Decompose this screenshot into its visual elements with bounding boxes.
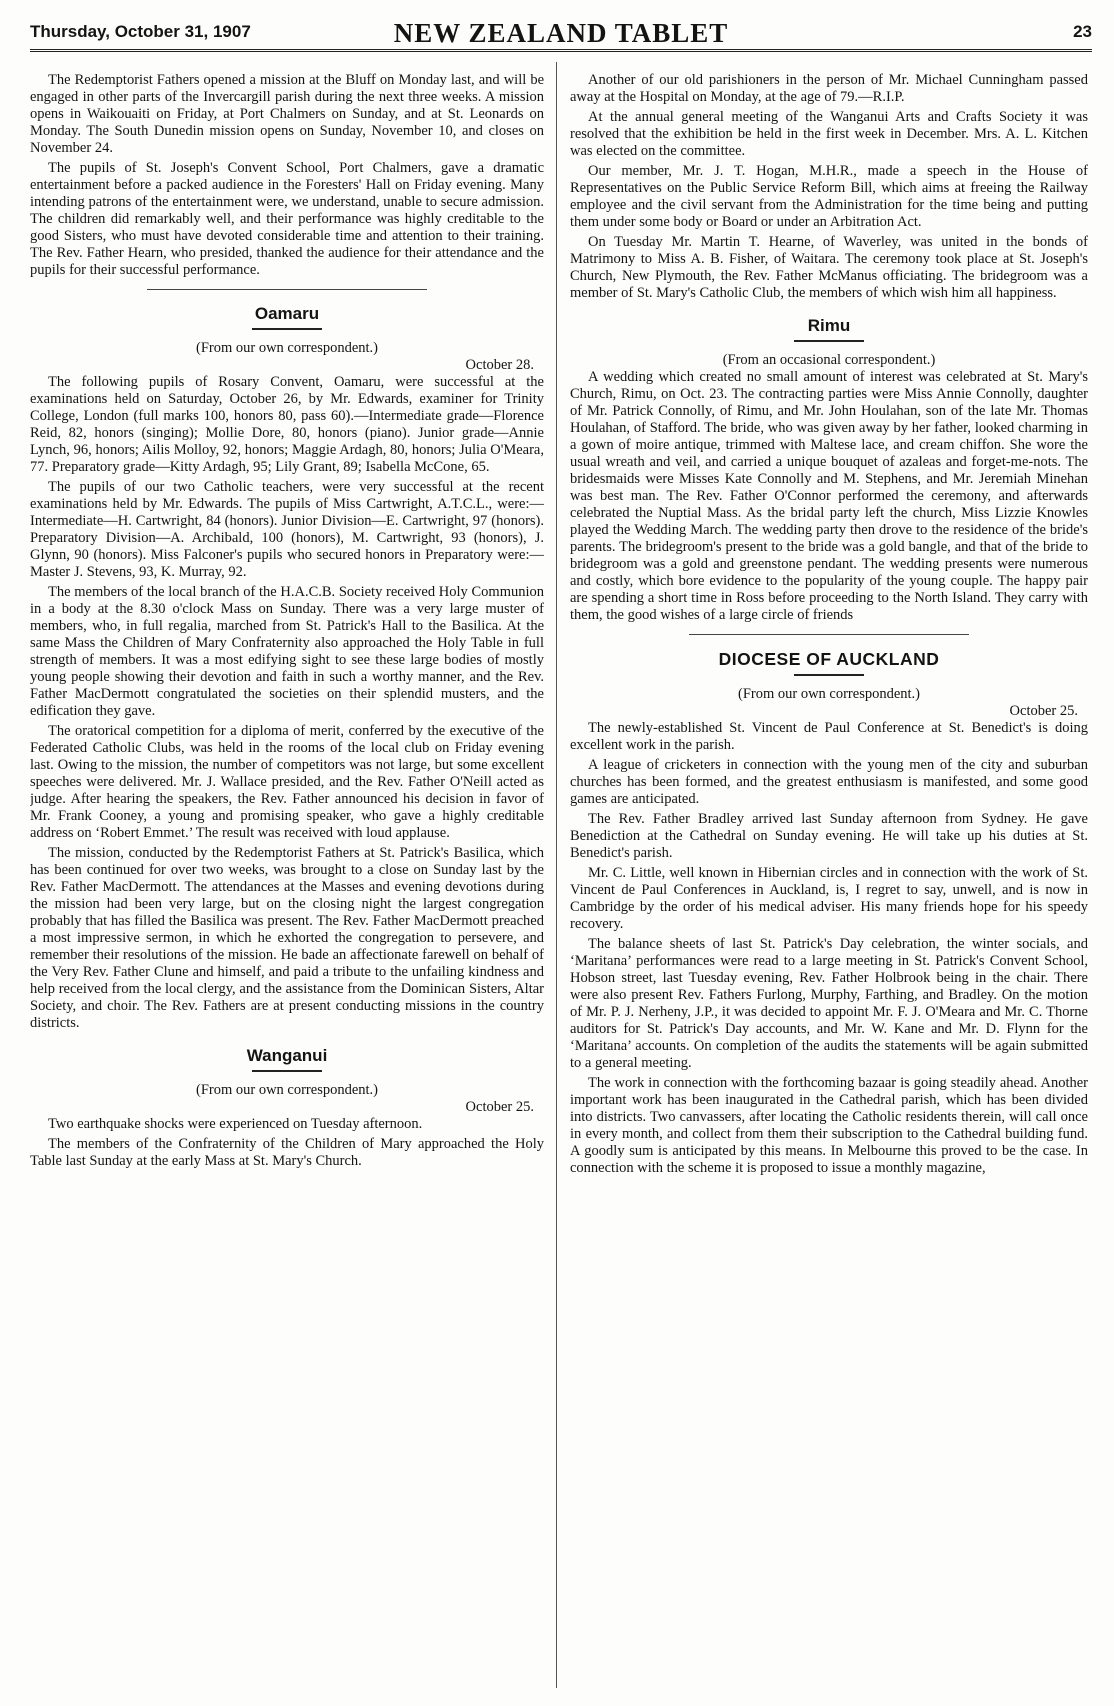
article-paragraph: A league of cricketers in connection with the young men of the city and suburban churches has been formed, and the greatest enthusiasm is manifested, and some good games are anticipated. [570, 757, 1088, 807]
section-title-wanganui: Wanganui [246, 1046, 328, 1065]
section-title-diocese-of-auckland: DIOCESE OF AUCKLAND [718, 649, 940, 669]
article-paragraph: The following pupils of Rosary Convent, Oamaru, were successful at the examinations held on Saturday, October 26, by Mr. Edwards, examiner for Trinity College, London (full marks 100, honors 80, pass 60).—Intermediate grade—Florence Reid, 82, honors (singing); Mollie Dore, 80, honors (piano). Junior grade—Annie Lynch, 96, honors; Ailis Molloy, 92, honors; Maggie Ardagh, 80, honors; Julia O'Meara, 77. Preparatory grade—Kitty Ardagh, 95; Lily Grant, 89; Isabella McCone, 65. [30, 374, 544, 475]
article-paragraph: Mr. C. Little, well known in Hibernian circles and in connection with the work of St. Vincent de Paul Conferences in Auckland, is, I regret to say, unwell, and is now in Cambridge by the order of his medical adviser. His many friends hope for his speedy recovery. [570, 865, 1088, 932]
left-column [30, 72, 544, 1696]
title-rule [252, 1070, 322, 1072]
article-paragraph: Our member, Mr. J. T. Hogan, M.H.R., made a speech in the House of Representatives on the Public Service Reform Bill, which aims at freeing the Railway employee and the civil servant from the Administration for the time being and putting them under some body or Board or under an Arbitration Act. [570, 163, 1088, 230]
article-paragraph: The work in connection with the forthcoming bazaar is going steadily ahead. Another important work has been inaugurated in the Cathedral parish, which has been divided into districts. Two canvassers, after locating the Catholic residents therein, will call once in every month, and collect from them their subscription to the Cathedral building fund. A goodly sum is anticipated by this means. In Melbourne this proved to be the case. In connection with the scheme it is proposed to issue a monthly magazine, [570, 1075, 1088, 1176]
correspondent-byline: (From our own correspondent.) [195, 1082, 378, 1098]
newspaper-title: NEW ZEALAND TABLET [393, 18, 729, 48]
dateline: October 25. [1009, 703, 1078, 719]
article-paragraph: Two earthquake shocks were experienced on Tuesday afternoon. [48, 1116, 423, 1132]
column-divider [556, 62, 557, 1688]
title-rule [252, 328, 322, 330]
title-rule [794, 674, 864, 676]
article-paragraph: The newly-established St. Vincent de Paul Conference at St. Benedict's is doing excellent work in the parish. [570, 720, 1088, 753]
article-paragraph: The balance sheets of last St. Patrick's Day celebration, the winter socials, and ‘Maritana’ performances were read to a large meeting in St. Patrick's Convent School, Hobson street, last Tuesday evening, Rev. Father Holbrook being in the chair. There were also present Rev. Fathers Furlong, Murphy, Farthing, and Bradley. On the motion of Mr. P. J. Nerheny, J.P., it was decided to appoint Mr. F. J. O'Meara and Mr. C. Thorne auditors for St. Patrick's Day accounts, and Mr. W. Kane and Mr. D. Flynn for the ‘Maritana’ accounts. On completion of the audits the statements will be again submitted to a general meeting. [570, 936, 1088, 1071]
article-paragraph: Another of our old parishioners in the person of Mr. Michael Cunningham passed away at the Hospital on Monday, at the age of 79.—R.I.P. [570, 72, 1088, 105]
article-paragraph: The pupils of our two Catholic teachers, were very successful at the recent examinations held by Mr. Edwards. The pupils of Miss Cartwright, A.T.C.L., were:—Intermediate—H. Cartwright, 84 (honors). Junior Division—E. Cartwright, 97 (honors). Preparatory Division—A. Archibald, 100 (honors), M. Cartwright, 93 (honors), J. Glynn, 90 (honors). Miss Falconer's pupils who secured honors in Preparatory were:—Master J. Stevens, 93, K. Murray, 92. [30, 479, 544, 580]
article-paragraph: At the annual general meeting of the Wanganui Arts and Crafts Society it was resolved that the exhibition be held in the first week in December. Mrs. A. L. Kitchen was elected on the committee. [570, 109, 1088, 159]
issue-date: Thursday, October 31, 1907 [30, 22, 251, 41]
article-paragraph: The members of the local branch of the H.A.C.B. Society received Holy Communion in a body at the 8.30 o'clock Mass on Sunday. There was a very large muster of members, who, in full regalia, marched from St. Patrick's Hall to the Basilica. At the same Mass the Children of Mary Confraternity also approached the Holy Table in full strength of members. It was a most edifying sight to see these large bodies of mostly young people showing their devotion and faith in such a worthy manner, and the Rev. Father MacDermott congratulated the societies on their splendid musters, and the edification they gave. [30, 584, 544, 719]
article-paragraph: The Redemptorist Fathers opened a mission at the Bluff on Monday last, and will be engaged in other parts of the Invercargill parish during the next three weeks. A mission opens in Waikouaiti on Friday, at Port Chalmers on Sunday, and at St. Leonards on Monday. The South Dunedin mission opens on Sunday, November 10, and closes on November 24. [30, 72, 544, 156]
article-paragraph: A wedding which created no small amount of interest was celebrated at St. Mary's Church, Rimu, on Oct. 23. The contracting parties were Miss Annie Connolly, daughter of Mr. Patrick Connolly, of Rimu, and Mr. John Houlahan, son of the late Mr. Thomas Houlahan, of Stafford. The bride, who was given away by her father, looked charming in a gown of moire antique, trimmed with Maltese lace, and cream chiffon. She wore the usual wreath and veil, and carried a unique bouquet of azaleas and forget-me-nots. The bridesmaids were Misses Kate Connolly and M. Stephens, and Mr. Jeremiah Minehan was best man. The Rev. Father O'Connor performed the ceremony, and afterwards celebrated the Nuptial Mass. As the bridal party left the church, Miss Lizzie Knowles played the Wedding March. The wedding party then drove to the residence of the bride's parents. The bridegroom's present to the bride was a gold bangle, and that of the bride to bridegroom was a gold and greenstone pendant. The wedding presents were numerous and costly, which bore evidence to the popularity of the young couple. The happy pair are spending a short time in Ross before proceeding to the North Island. They carry with them, the good wishes of a large circle of friends [570, 369, 1088, 623]
section-divider [147, 289, 427, 290]
article-paragraph: The mission, conducted by the Redemptorist Fathers at St. Patrick's Basilica, which has been continued for over two weeks, was brought to a close on Sunday last by the Rev. Father MacDermott. The attendances at the Masses and evening devotions during the mission had been very large, but on the closing night the largest congregation probably that has filled the Basilica was present. The Rev. Father MacDermott preached a most impressive sermon, in which he exhorted the congregation to persevere, and remember their resolutions of the mission. He bade an affectionate farewell on behalf of the Very Rev. Father Clune and himself, and paid a tribute to the unfailing kindness and help received from the local clergy, and the assistance from the Dominican Sisters, Altar Society, and choir. The Rev. Fathers are at present conducting missions in the country districts. [30, 845, 544, 1031]
article-paragraph: The members of the Confraternity of the Children of Mary approached the Holy Table last Sunday at the early Mass at St. Mary's Church. [30, 1136, 544, 1169]
title-rule [794, 340, 864, 342]
article-paragraph: On Tuesday Mr. Martin T. Hearne, of Waverley, was united in the bonds of Matrimony to Miss A. B. Fisher, of Waitara. The ceremony took place at St. Joseph's Church, New Plymouth, the Rev. Father McManus officiating. The bridegroom was a member of St. Mary's Catholic Club, the members of which wish him all happiness. [570, 234, 1088, 301]
correspondent-byline: (From our own correspondent.) [737, 686, 920, 702]
section-title-oamaru: Oamaru [254, 304, 320, 323]
masthead [30, 18, 1092, 52]
article-paragraph: The oratorical competition for a diploma of merit, conferred by the executive of the Federated Catholic Clubs, was held in the rooms of the local club on Friday evening last. Owing to the mission, the number of competitors was not large, but some excellent speeches were delivered. Mr. J. Wallace presided, and the Rev. Father O'Neill acted as judge. After hearing the speakers, the Rev. Father announced his decision in favor of Mr. Frank Cooney, a young and promising speaker, who gave a highly creditable address on ‘Robert Emmet.’ The result was received with loud applause. [30, 723, 544, 841]
dateline: October 25. [465, 1099, 534, 1115]
dateline: October 28. [465, 357, 534, 373]
right-column [570, 72, 1088, 1696]
page-number: 23 [1073, 22, 1092, 41]
correspondent-byline: (From an occasional correspondent.) [722, 352, 936, 368]
section-title-rimu: Rimu [807, 316, 851, 335]
article-paragraph: The Rev. Father Bradley arrived last Sunday afternoon from Sydney. He gave Benediction at the Cathedral on Sunday evening. He will take up his duties at St. Benedict's parish. [570, 811, 1088, 861]
correspondent-byline: (From our own correspondent.) [195, 340, 378, 356]
article-paragraph: The pupils of St. Joseph's Convent School, Port Chalmers, gave a dramatic entertainment before a packed audience in the Foresters' Hall on Friday evening. Many intending patrons of the entertainment were, we understand, unable to secure admission. The children did remarkably well, and their performance was highly creditable to the good Sisters, who must have devoted considerable time and attention to their training. The Rev. Father Hearn, who presided, thanked the audience for their attendance and the pupils for their successful performance. [30, 160, 544, 278]
section-divider [689, 634, 969, 635]
